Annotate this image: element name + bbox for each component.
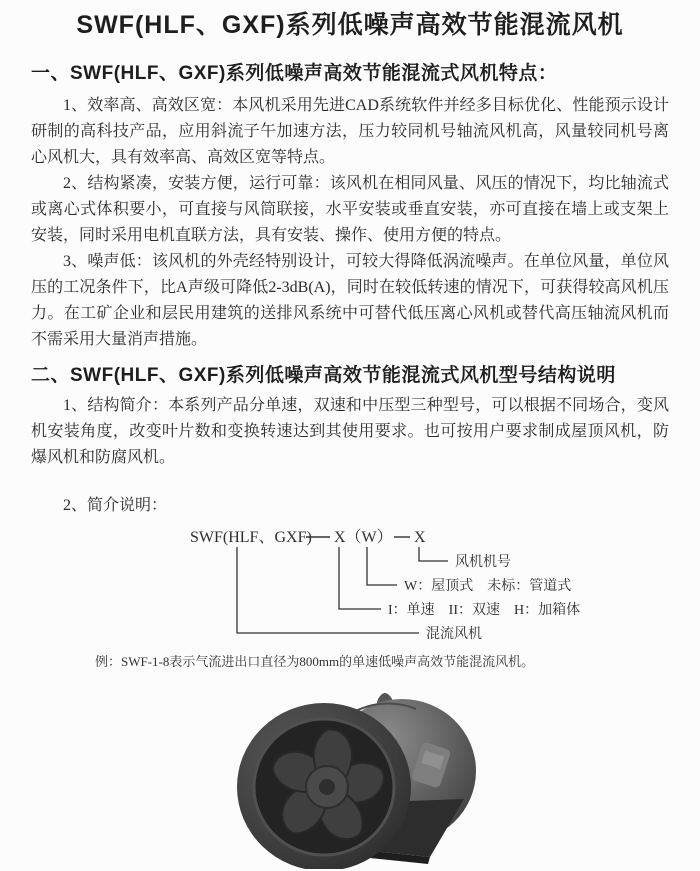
brief-description-label: 2、简介说明： [63,497,168,514]
section1-heading: 一、SWF(HLF、GXF)系列低噪声高效节能混流式风机特点： [31,63,558,84]
diagram-formula-suffix: X [414,529,426,546]
page-title: SWF(HLF、GXF)系列低噪声高效节能混流风机 [76,11,624,39]
label-fan-number: 风机机号 [455,555,511,570]
feature-paragraph-2: 2、结构紧凑，安装方便，运行可靠：该风机在相同风量、风压的情况下，均比轴流式或离心式体积要小，可直接与风筒联接，水平安装或垂直安装，亦可直接在墙上或支架上安装，同时采用电机直联方法，具有安装、操作、使用方便的特点。 [31,175,669,244]
feature-paragraph-1: 1、效率高、高效区宽：本风机采用先进CAD系统软件并经多目标优化、性能预示设计研制的高科技产品，应用斜流子午加速方法，压力较同机号轴流风机高，风量较同机号离心风机大，具有效率高、高效区宽等特点。 [31,97,669,166]
fan-hub-cap [319,779,335,795]
label-speed-type: I：单速 II：双速 H：加箱体 [388,603,581,618]
label-fan-type: 混流风机 [426,627,482,642]
feature-paragraph-3: 3、噪声低：该风机的外壳经特别设计，可较大得降低涡流噪声。在单位风量，单位风压的工况条件下，比A声级可降低2-3dB(A)，同时在较低转速的情况下，可获得较高风机压力。在工矿企业和层民用建筑的送排风系统中可替代低压离心风机或替代高压轴流风机而不需采用大量消声措施。 [31,253,669,348]
diagram-formula-prefix: SWF(HLF、GXF) [190,529,312,546]
label-roof-type: W：屋顶式 未标：管道式 [404,579,572,594]
example-note: 例：SWF-1-8表示气流进出口直径为800mm的单速低噪声高效节能混流风机。 [95,654,535,669]
diagram-formula-mid: X（W） [334,529,393,546]
fan-product-photo [232,687,484,869]
section2-heading: 二、SWF(HLF、GXF)系列低噪声高效节能混流式风机型号结构说明 [31,365,616,386]
model-nomenclature-diagram [31,521,669,649]
structure-intro-paragraph: 1、结构简介：本系列产品分单速，双速和中压型三种型号，可以根据不同场合，变风机安装角度，改变叶片数和变换转速达到其使用要求。也可按用户要求制成屋顶风机，防爆风机和防腐风机。 [31,397,669,466]
fan-photo-container [39,687,677,869]
